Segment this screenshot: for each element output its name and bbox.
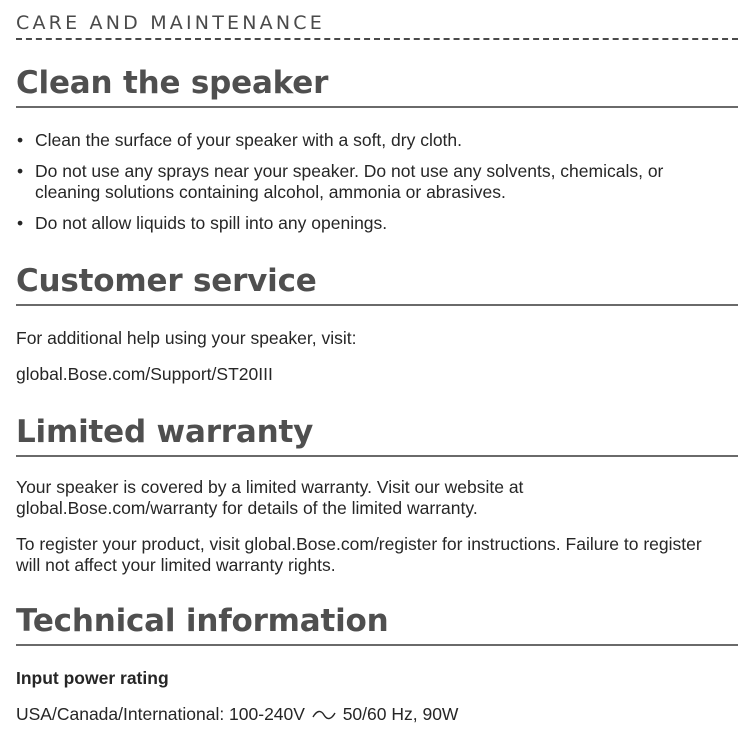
tech-heading: Technical information [16,603,389,639]
list-item [16,161,754,203]
spec-label: Input power rating [16,668,169,688]
warranty-paragraph: Your speaker is covered by a limited warranty. Visit our website at global.Bose.com/warranty for details of the limited warranty. [16,477,524,518]
section-technical-information [16,602,738,726]
running-header-title: CARE AND MAINTENANCE [16,12,325,34]
running-header-divider [16,38,738,40]
service-heading-rule [16,304,738,306]
warranty-register-paragraph: To register your product, visit global.Bose.com/register for instructions. Failure to register will not affect your limited warranty rights. [16,534,702,575]
spec-value-prefix: USA/Canada/International: 100-240V [16,704,305,724]
spec-value-suffix: 50/60 Hz, 90W [342,704,459,724]
clean-heading: Clean the speaker [16,65,329,101]
alternating-current-icon [312,705,336,726]
list-item-text: Clean the surface of your speaker with a soft, dry cloth. [35,130,463,150]
bullet-icon: • [17,213,24,233]
bullet-icon: • [17,130,24,150]
service-support-link[interactable]: global.Bose.com/Support/ST20III [16,364,273,384]
clean-heading-rule [16,106,738,108]
warranty-heading-rule [16,455,738,457]
list-item [16,130,754,151]
section-limited-warranty [16,413,738,576]
section-clean-speaker [16,64,754,244]
list-item [16,213,754,234]
clean-bullet-list [16,130,754,234]
warranty-heading: Limited warranty [16,414,314,450]
tech-heading-rule [16,644,738,646]
list-item-text: Do not allow liquids to spill into any openings. [35,213,388,233]
section-customer-service [16,262,738,385]
service-heading: Customer service [16,263,317,299]
list-item-text: Do not use any sprays near your speaker. Do not use any solvents, chemicals, or cleaning solutions containing alcohol, ammonia or abrasives. [35,161,664,202]
bullet-icon: • [17,161,24,181]
service-intro-text: For additional help using your speaker, visit: [16,328,357,348]
spec-value [16,704,738,726]
